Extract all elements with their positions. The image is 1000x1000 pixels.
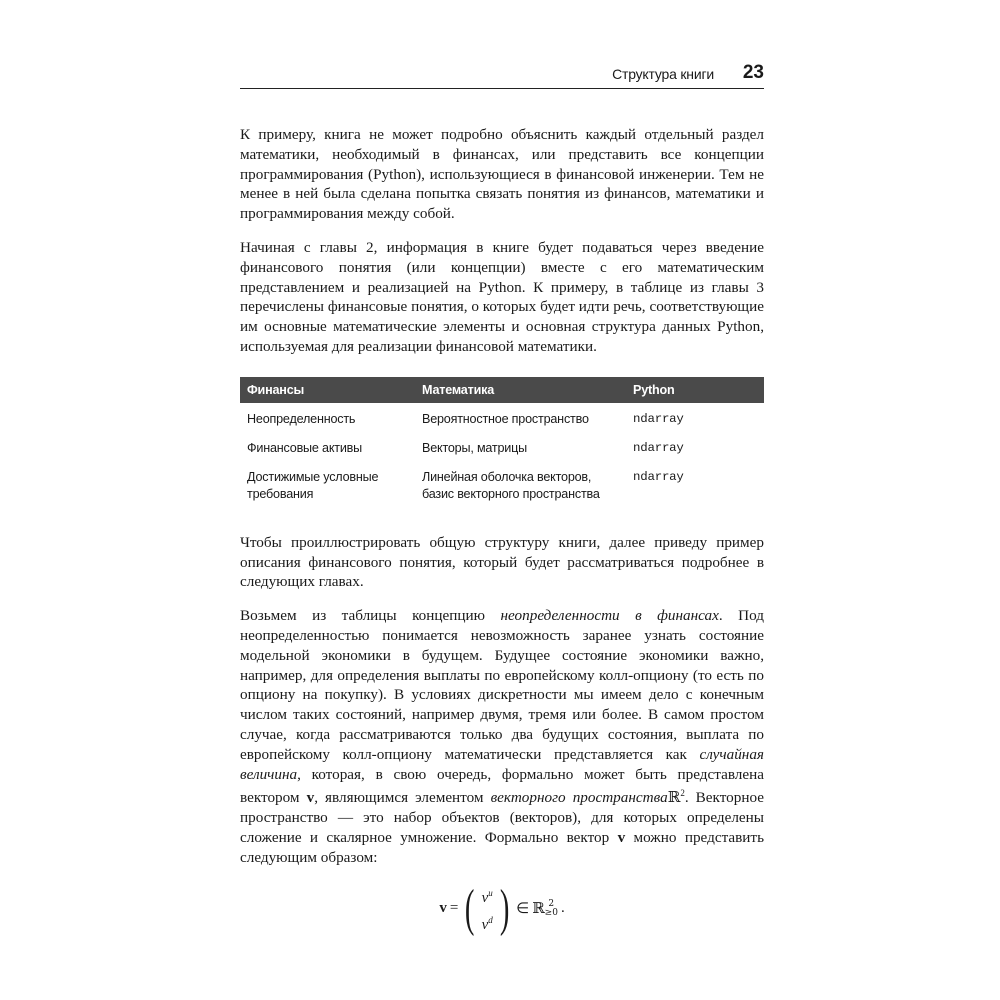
page-number: 23 <box>742 62 764 83</box>
table-cell: ndarray <box>633 440 684 455</box>
table-cell: Векторы, матрицы <box>422 440 527 455</box>
book-page <box>240 60 764 942</box>
paragraph-illustration: Чтобы проиллюстрировать общую структуру книги, далее приведу пример описания финансового понятия, который будет рассматриваться подробнее в следующих главах. <box>240 533 764 591</box>
running-header <box>240 60 764 89</box>
table-header-row <box>240 377 764 403</box>
formula-in: ∈ <box>516 901 530 918</box>
header-python: Python <box>626 377 764 403</box>
table-row <box>240 461 764 507</box>
section-title: Структура книги <box>612 66 714 82</box>
right-paren: ) <box>499 879 510 937</box>
formula-lhs: v <box>439 900 447 917</box>
paragraph-uncertainty: Возьмем из таблицы концепцию неопределенности в финансах. Под неопределенностью понимается невозможность заранее узнать состояние модельной экономики в будущем. Будущее состояние экономики важно, например, для определения выплаты по европейскому колл-опциону (то есть по опциону на покупку). В условиях дискретности мы имеем дело с конечным числом таких состояний, например двумя, тремя или более. В самом простом случае, когда рассматриваются только два будущих состояния, выплата по европейскому колл-опциону математически представляется как случайная величина, которая, в свою очередь, формально может быть представлена вектором v, являющимся элементом векторного пространстваℝ$^2$. Векторное пространство — это набор объектов (векторов), для которых определены сложение и скалярное умножение. Формально вектор v можно представить следующим образом: <box>240 607 765 866</box>
table-row <box>240 403 764 432</box>
formula-set: ℝ 2 ≥0 <box>532 899 558 919</box>
header-math: Математика <box>415 377 626 403</box>
paragraph-intro: К примеру, книга не может подробно объяснить каждый отдельный раздел математики, необходимый в финансах, или представить все концепции программирования (Python), использующиеся в финансовой инженерии. Тем не менее в ней была сделана попытка связать понятия из финансов, математики и программирования между собой. <box>240 126 764 223</box>
concepts-table <box>240 377 764 507</box>
table-cell: Неопределенность <box>247 411 356 426</box>
table-cell: Вероятностное пространство <box>422 411 589 426</box>
table-cell: Линейная оболочка векторов, базис векторного пространства <box>422 469 600 501</box>
table-row <box>240 432 764 461</box>
vector-components: $v^u$ $v^d$ <box>481 887 493 933</box>
paragraph-chapters: Начиная с главы 2, информация в книге будет подаваться через введение финансового понятия (или концепции) вместе с его математическим представлением и реализацией на Python. К примеру, в таблице из главы 3 перечислены финансовые понятия, о которых будет идти речь, соответствующие им основные математические элементы и основная структура данных Python, используемая для реализации финансовой математики. <box>240 238 764 355</box>
table-cell: ndarray <box>633 411 684 426</box>
table-cell: ndarray <box>633 469 684 484</box>
left-paren: ( <box>465 879 475 937</box>
vector-formula: v = ( $v^u$ $v^d$ ) ∈ ℝ 2 ≥0 . <box>439 879 565 937</box>
formula-equals: = <box>449 900 459 917</box>
table-cell: Достижимые условные требования <box>247 469 379 501</box>
table-cell: Финансовые активы <box>247 440 363 455</box>
header-finance: Финансы <box>240 377 415 403</box>
